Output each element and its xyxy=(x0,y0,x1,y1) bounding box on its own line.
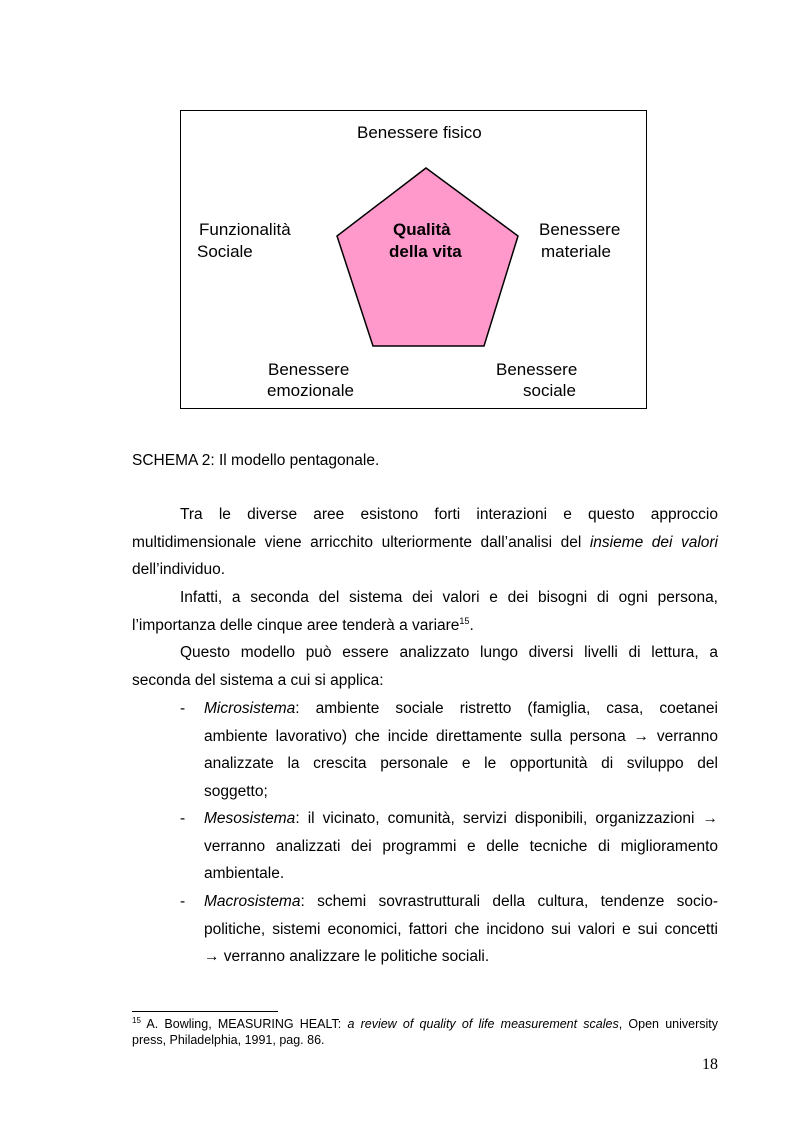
b3-term: Macrosistema xyxy=(204,893,301,910)
b1-line1 xyxy=(204,695,718,723)
b1-line2-text: ambiente lavorativo) che incide direttamente sulla persona xyxy=(204,727,626,745)
paragraph-1 xyxy=(132,501,718,584)
bullet-macrosistema xyxy=(204,888,718,971)
b1-line2-end: verranno xyxy=(649,727,719,745)
footnote-ref-15: 15 xyxy=(459,615,470,626)
b2-line1-text: : il vicinato, comunità, servizi disponibili, organizzazioni xyxy=(295,810,703,827)
b3-line3 xyxy=(204,943,718,971)
b3-line1 xyxy=(204,888,718,916)
b1-line2 xyxy=(204,723,718,751)
footnote-text-b: , Open university xyxy=(618,1017,719,1031)
p2-line2-text: l’importanza delle cinque aree tenderà a variare xyxy=(132,616,460,634)
label-emozionale-line1: Benessere xyxy=(268,360,350,379)
footnote-15 xyxy=(132,1016,718,1048)
p1-line1: Tra le diverse aree esistono forti interazioni e questo approccio xyxy=(180,506,718,523)
label-sociale-line2: sociale xyxy=(523,381,576,400)
footnote-text-a: A. Bowling, MEASURING HEALT: xyxy=(140,1017,348,1031)
b3-line3-text: verranno analizzare le politiche sociali. xyxy=(219,948,490,965)
page-number: 18 xyxy=(702,1056,718,1073)
b1-line4: soggetto; xyxy=(204,782,268,800)
p2-line2-end: . xyxy=(469,616,474,634)
b2-term: Mesosistema xyxy=(204,810,296,827)
p2-line2 xyxy=(132,612,718,640)
center-label-line1: Qualità xyxy=(393,220,451,239)
figure-caption: SCHEMA 2: Il modello pentagonale. xyxy=(132,452,380,469)
p3-line1: Questo modello può essere analizzato lungo diversi livelli di lettura, a xyxy=(180,644,718,661)
bullet-dash-1: - xyxy=(180,700,186,717)
footnote-title: a review of quality of life measurement scales xyxy=(347,1017,619,1031)
label-emozionale-line2: emozionale xyxy=(267,381,354,400)
b3-line2: politiche, sistemi economici, fattori che incidono sui valori e sui concetti xyxy=(204,920,718,938)
p2-line1: Infatti, a seconda del sistema dei valori e dei bisogni di ogni persona, xyxy=(180,589,718,606)
footnote-separator xyxy=(132,1011,278,1012)
center-label-line2: della vita xyxy=(389,242,462,261)
diagram-frame xyxy=(180,110,647,409)
bullet-dash-3: - xyxy=(180,893,186,910)
footnote-line1 xyxy=(132,1016,718,1032)
label-funzionalita-line2: Sociale xyxy=(197,242,253,261)
p1-line2-italic: insieme dei valori xyxy=(589,533,718,551)
label-materiale-line1: Benessere xyxy=(539,220,621,239)
arrow-icon: → xyxy=(204,948,220,965)
p3-line2: seconda del sistema a cui si applica: xyxy=(132,671,384,689)
p1-line2-text: multidimensionale viene arricchito ulteriormente dall’analisi del xyxy=(132,533,590,551)
b3-line1-text: : schemi sovrastrutturali della cultura, tendenze socio- xyxy=(300,893,718,910)
label-funzionalita-line1: Funzionalità xyxy=(199,220,291,239)
paragraph-3 xyxy=(132,639,718,694)
paragraph-2 xyxy=(132,584,718,639)
bullet-mesosistema xyxy=(204,805,718,888)
b1-line3: analizzate la crescita personale e le opportunità di sviluppo del xyxy=(204,755,718,772)
label-materiale-line2: materiale xyxy=(541,242,611,261)
footnote-line2: press, Philadelphia, 1991, pag. 86. xyxy=(132,1033,325,1047)
b2-line2: verranno analizzati dei programmi e delle tecniche di miglioramento xyxy=(204,837,718,855)
arrow-icon: → xyxy=(633,727,650,745)
bullet-dash-2: - xyxy=(180,810,186,827)
p1-line2 xyxy=(132,529,718,557)
label-sociale-line1: Benessere xyxy=(496,360,578,379)
p1-line3: dell’individuo. xyxy=(132,561,226,578)
b1-term: Microsistema xyxy=(204,700,296,717)
b2-line3: ambientale. xyxy=(204,865,285,882)
footnote-number: 15 xyxy=(132,1015,141,1025)
b1-line1-text: : ambiente sociale ristretto (famiglia, casa, coetanei xyxy=(295,700,718,717)
arrow-icon: → xyxy=(702,810,718,827)
label-benessere-fisico: Benessere fisico xyxy=(357,123,482,142)
b2-line1 xyxy=(204,805,718,833)
bullet-microsistema xyxy=(204,695,718,805)
